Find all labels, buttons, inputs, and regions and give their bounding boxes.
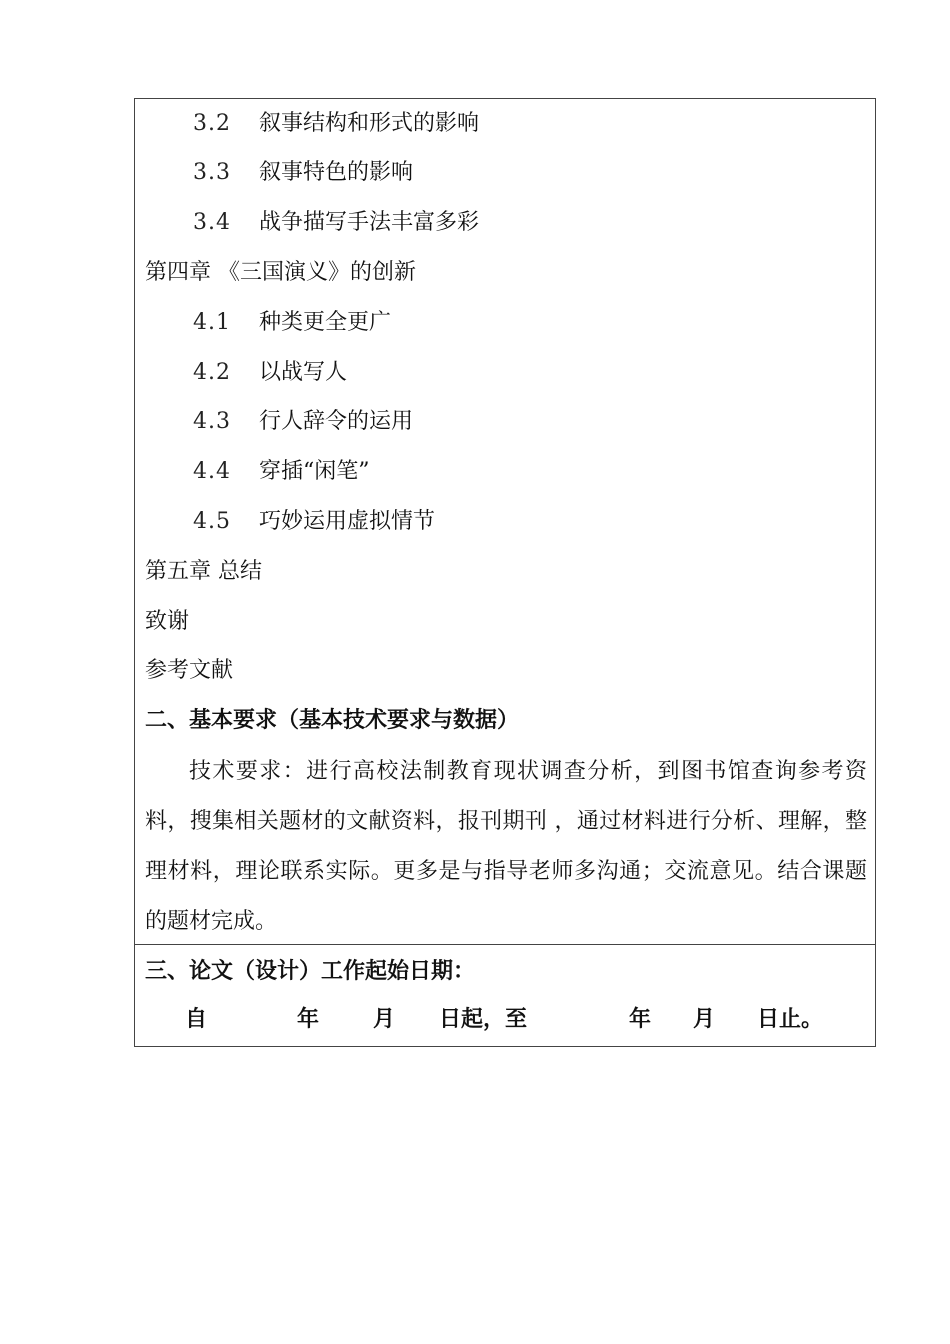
toc-title: 叙事特色的影响: [259, 160, 414, 185]
toc-item-4-2: [193, 358, 869, 388]
requirements-text: 技术要求：进行高校法制教育现状调查分析，到图书馆查询参考资料，搜集相关题材的文献资料，报刊期刊 ，通过材料进行分析、理解，整理材料，理论联系实际。更多是与指导老师多沟通；交流意见。结合课题的题材完成。: [145, 759, 867, 934]
toc-item-4-1: [193, 308, 869, 338]
toc-item-4-4: [193, 457, 869, 487]
schedule-heading: 三、论文（设计）工作起始日期：: [145, 959, 476, 984]
toc-title: 叙事结构和形式的影响: [259, 111, 480, 136]
end-year-label: 年: [629, 1007, 652, 1032]
toc-number: 3.2: [193, 111, 231, 136]
toc-acknowledgements: 致谢: [145, 609, 190, 634]
toc-number: 4.4: [193, 459, 231, 484]
end-day-label: 日止。: [757, 1007, 824, 1032]
toc-item-3-4: [193, 208, 869, 238]
schedule-date-row: [135, 1005, 875, 1037]
toc-title: 行人辞令的运用: [259, 409, 414, 434]
toc-number: 4.2: [193, 360, 231, 385]
requirements-heading: 二、基本要求（基本技术要求与数据）: [145, 708, 520, 733]
toc-title: 巧妙运用虚拟情节: [259, 509, 436, 534]
toc-title: 战争描写手法丰富多彩: [259, 210, 480, 235]
toc-title: 种类更全更广: [259, 310, 392, 335]
start-month-label: 月: [373, 1007, 396, 1032]
task-content-cell: [134, 98, 876, 945]
toc-title: 以战写人: [259, 360, 348, 385]
toc-number: 3.3: [193, 160, 231, 185]
toc-item-4-5: [193, 507, 869, 537]
toc-item-4-3: [193, 407, 869, 437]
start-day-label: 日起，至: [439, 1007, 528, 1032]
toc-chapter-5: 第五章 总结: [145, 559, 262, 584]
toc-item-3-3: [193, 158, 869, 188]
end-month-label: 月: [693, 1007, 716, 1032]
toc-references: 参考文献: [145, 658, 234, 683]
toc-item-3-2: [193, 109, 869, 139]
toc-title: 穿插“闲笔”: [259, 459, 370, 484]
toc-chapter-4: 第四章 《三国演义》的创新: [145, 260, 416, 285]
schedule-cell: [134, 944, 876, 1047]
date-from-label: 自: [185, 1007, 208, 1032]
toc-number: 4.3: [193, 409, 231, 434]
toc-number: 4.5: [193, 509, 231, 534]
toc-number: 4.1: [193, 310, 231, 335]
toc-number: 3.4: [193, 210, 231, 235]
start-year-label: 年: [297, 1007, 320, 1032]
